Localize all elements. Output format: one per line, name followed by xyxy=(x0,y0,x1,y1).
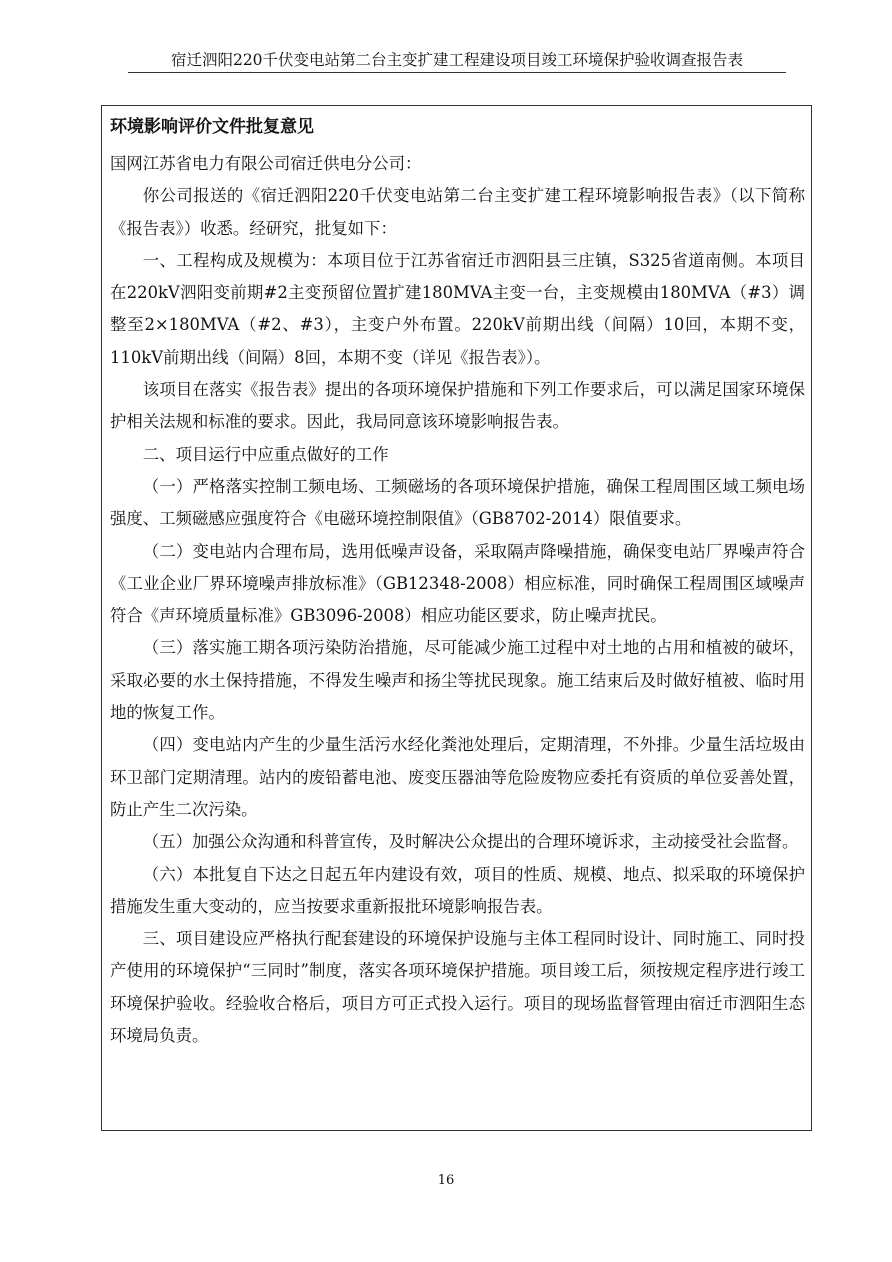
paragraph-item-3: （三）落实施工期各项污染防治措施，尽可能减少施工过程中对土地的占用和植被的破坏，采取必要的水土保持措施，不得发生噪声和扬尘等扰民现象。施工结束后及时做好植被、临时用地的恢复工作。 xyxy=(110,638,805,723)
paragraph-intro: 你公司报送的《宿迁泗阳220千伏变电站第二台主变扩建工程环境影响报告表》（以下简称《报告表》）收悉。经研究，批复如下： xyxy=(110,186,805,238)
header-rule xyxy=(128,72,786,73)
paragraph-item-4: （四）变电站内产生的少量生活污水经化粪池处理后，定期清理，不外排。少量生活垃圾由环卫部门定期清理。站内的废铅蓄电池、废变压器油等危险废物应委托有资质的单位妥善处置，防止产生二次污染。 xyxy=(110,735,805,819)
running-header: 宿迁泗阳220千伏变电站第二台主变扩建工程建设项目竣工环境保护验收调查报告表 xyxy=(170,51,744,69)
paragraph-item-1: （一）严格落实控制工频电场、工频磁场的各项环境保护措施，确保工程周围区域工频电场强度、工频磁感应强度符合《电磁环境控制限值》（GB8702-2014）限值要求。 xyxy=(110,476,805,529)
paragraph-item-5: （五）加强公众沟通和科普宣传，及时解决公众提出的合理环境诉求，主动接受社会监督。 xyxy=(142,832,799,852)
page-number: 16 xyxy=(437,1173,455,1188)
paragraph-approval: 该项目在落实《报告表》提出的各项环境保护措施和下列工作要求后，可以满足国家环境保护相关法规和标准的要求。因此，我局同意该环境影响报告表。 xyxy=(110,380,805,432)
addressee-line: 国网江苏省电力有限公司宿迁供电分公司： xyxy=(110,154,422,173)
paragraph-item-2: （二）变电站内合理布局，选用低噪声设备，采取隔声降噪措施，确保变电站厂界噪声符合《工业企业厂界环境噪声排放标准》（GB12348-2008）相应标准，同时确保工程周围区域噪声符合《声环境质量标准》GB3096-2008）相应功能区要求，防止噪声扰民。 xyxy=(110,541,805,626)
paragraph-operation-heading: 二、项目运行中应重点做好的工作 xyxy=(142,444,389,464)
approval-opinion-box xyxy=(101,105,812,1131)
paragraph-three-simultaneous: 三、项目建设应严格执行配套建设的环境保护设施与主体工程同时设计、同时施工、同时投产使用的环境保护“三同时”制度，落实各项环境保护措施。项目竣工后，须按规定程序进行竣工环境保护验收。经验收合格后，项目方可正式投入运行。项目的现场监督管理由宿迁市泗阳生态环境局负责。 xyxy=(110,929,805,1046)
approval-letter-body xyxy=(110,148,805,1052)
section-title: 环境影响评价文件批复意见 xyxy=(110,117,314,137)
paragraph-project-scope: 一、工程构成及规模为：本项目位于江苏省宿迁市泗阳县三庄镇，S325省道南侧。本项目在220kV泗阳变前期#2主变预留位置扩建180MVA主变一台，主变规模由180MVA（#3）调整至2×180MVA（#2、#3），主变户外布置。220kV前期出线（间隔）10回，本期不变，110kV前期出线（间隔）8回，本期不变（详见《报告表》）。 xyxy=(110,250,805,367)
paragraph-item-6: （六）本批复自下达之日起五年内建设有效，项目的性质、规模、地点、拟采取的环境保护措施发生重大变动的，应当按要求重新报批环境影响报告表。 xyxy=(110,864,805,916)
